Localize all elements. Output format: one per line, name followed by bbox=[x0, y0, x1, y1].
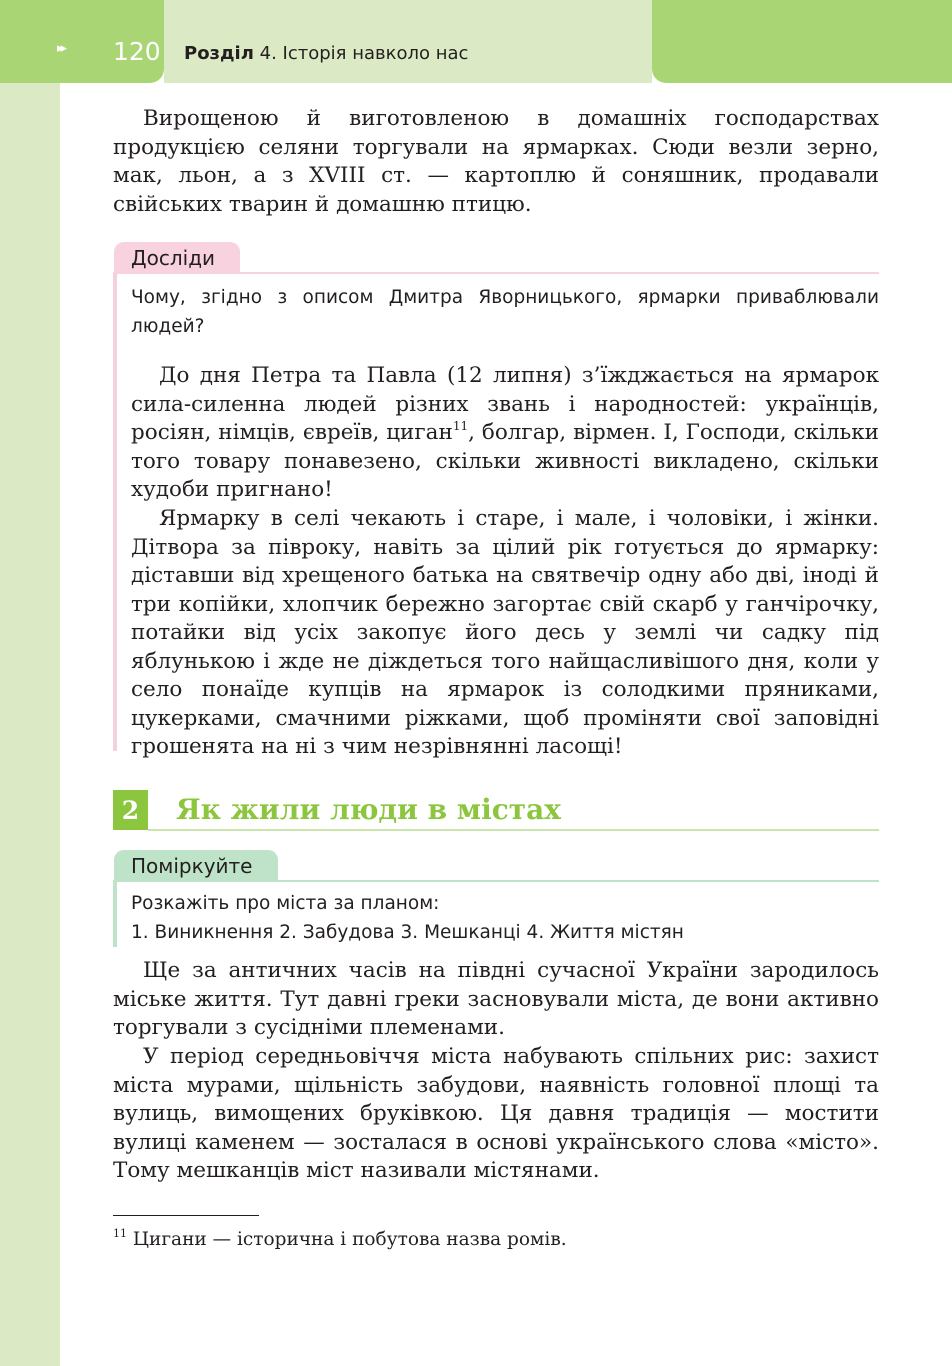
footnote-ref[interactable]: 11 bbox=[452, 419, 469, 433]
chapter-title bbox=[184, 45, 468, 63]
section-heading: Як жили люди в містах bbox=[176, 793, 561, 826]
think-task bbox=[131, 889, 879, 947]
explore-box-side-line bbox=[113, 273, 117, 751]
section-underline bbox=[148, 829, 879, 831]
quote-text-after: , болгар, вірмен. І, Господи, скільки того товару понавезено, скільки живності викладено, скільки худоби пригнано! bbox=[131, 420, 879, 502]
think-box-label: Поміркуйте bbox=[114, 850, 278, 881]
double-arrow-icon: ▸▸ bbox=[57, 41, 65, 56]
think-task-line-1: Розкажіть про міста за планом: bbox=[131, 893, 440, 914]
left-margin-strip bbox=[0, 0, 60, 1366]
think-box-divider bbox=[113, 880, 879, 882]
quote-paragraph-2: Ярмарку в селі чекають і старе, і мале, і чоловіки, і жінки. Дітвора за півроку, навіть за цілий рік готується до ярмарку: діставши від хрещеного батька на святвечір одну або дві, іноді й три копійки, хлопчик бережно загортає свій скарб у ганчірочку, потайки від усіх закопує його десь у землі чи садку під яблунькою і жде не діждеться того найщасливішого дня, коли у село понаїде купців на ярмарок із солодкими пряниками, цукерками, смачними ріжками, щоб проміняти свої заповідні грошенята на ні з чим незрівнянні ласощі! bbox=[131, 506, 879, 759]
footnote-text: Цигани — історична і побутова назва ромів. bbox=[132, 1229, 567, 1250]
think-box-side-line bbox=[113, 881, 117, 947]
chapter-label: Розділ bbox=[184, 43, 254, 64]
explore-box-label: Досліди bbox=[114, 242, 240, 273]
quote-paragraph-1 bbox=[131, 362, 879, 505]
body-paragraph-4: У період середньовіччя міста набувають спільних рис: захист міста мурами, щільність забудови, наявність головної площі та вулиць, вимощених бруківкою. Ця давня традиція — мостити вулиці каменем — зосталася в основі українського слова «місто». Тому мешканців міст називали містянами. bbox=[113, 1044, 879, 1183]
explore-question: Чому, згідно з описом Дмитра Яворницького, ярмарки приваблювали людей? bbox=[131, 287, 879, 337]
quote-text-before: До дня Петра та Павла (12 липня) з’їжджається на ярмарок сила-силенна людей різних звань і народностей: українців, росіян, німців, євреїв, циган bbox=[131, 363, 879, 445]
page-number: 120 bbox=[113, 37, 161, 66]
body-paragraph-1: Вирощеною й виготовленою в домашніх господарствах продукцією селяни торгували на ярмарках. Сюди везли зерно, мак, льон, а з XVIII ст. — картоплю й соняшник, продавали свійських тварин й домашню птицю. bbox=[113, 106, 879, 217]
footnote-number: 11 bbox=[113, 1227, 127, 1240]
section-number-badge: 2 bbox=[113, 790, 148, 830]
body-paragraph-3: Ще за античних часів на півдні сучасної України зародилось міське життя. Тут давні греки засновували міста, де вони активно торгували з сусідніми племенами. bbox=[113, 958, 879, 1040]
footnote-rule bbox=[113, 1215, 259, 1216]
header-right-tab bbox=[652, 0, 952, 83]
think-task-line-2: 1. Виникнення 2. Забудова 3. Мешканці 4. Життя містян bbox=[131, 922, 684, 943]
chapter-name: 4. Історія навколо нас bbox=[259, 43, 469, 64]
header-bar bbox=[164, 0, 652, 83]
footnote bbox=[113, 1226, 567, 1254]
explore-box-divider bbox=[113, 272, 879, 274]
